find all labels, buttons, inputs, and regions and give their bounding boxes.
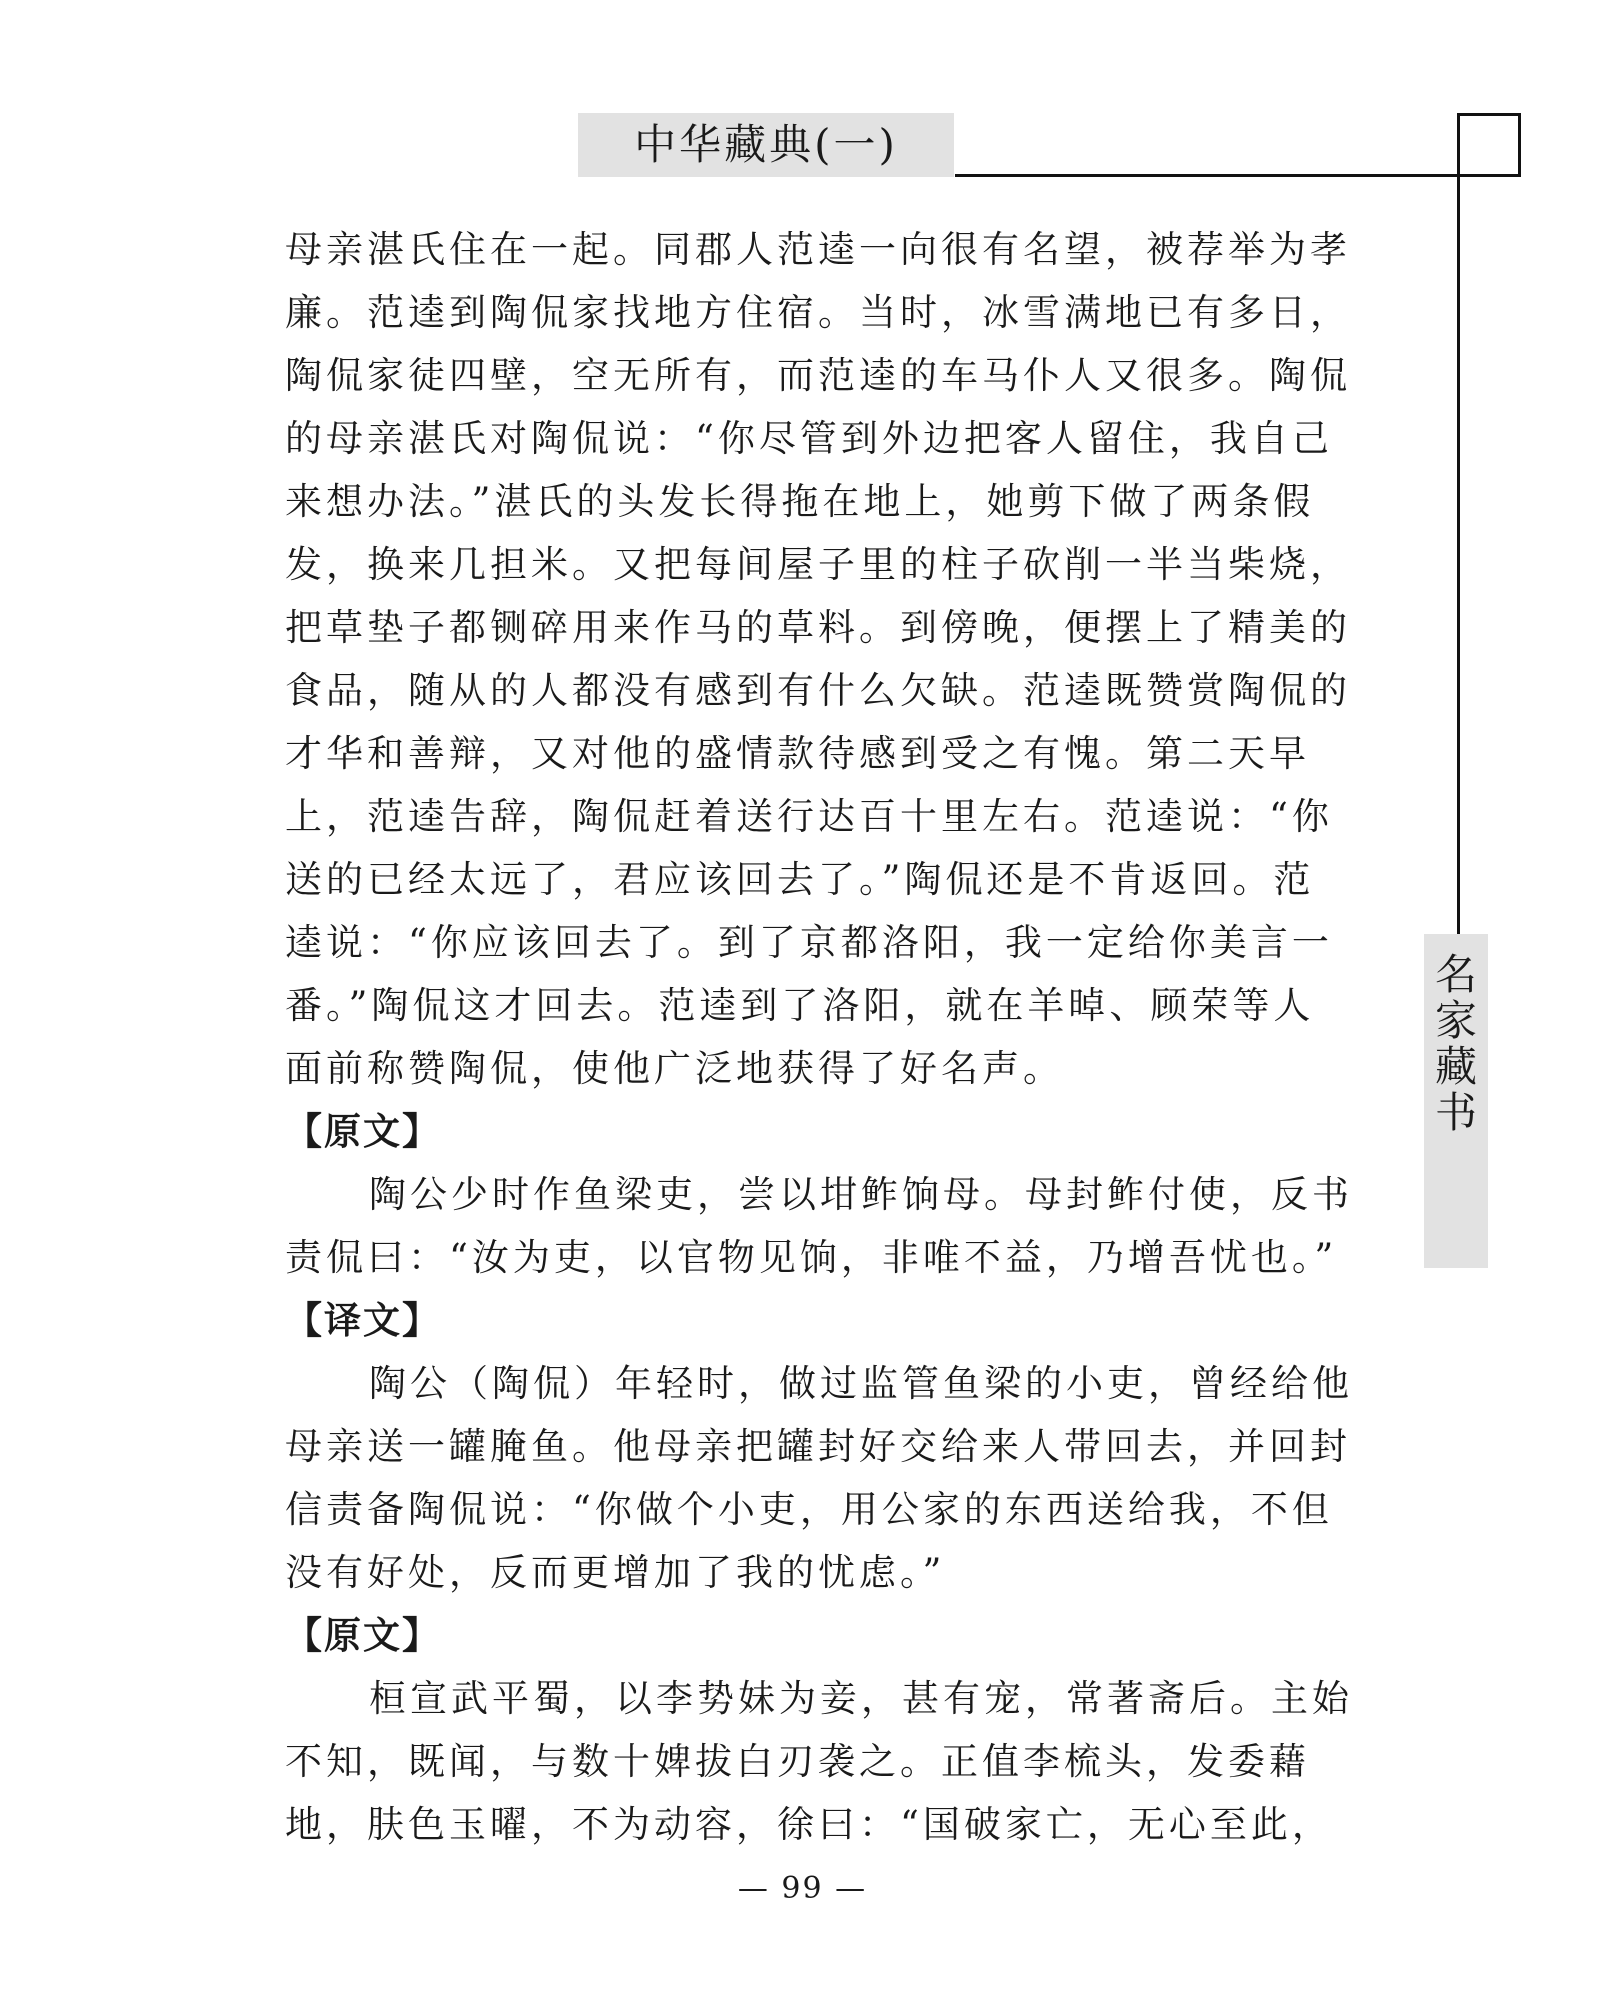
text-line: 逵说：“你应该回去了。到了京都洛阳，我一定给你美言一 bbox=[285, 921, 1333, 964]
side-rule bbox=[1457, 177, 1460, 934]
text-line: 信责备陶侃说：“你做个小吏，用公家的东西送给我，不但 bbox=[285, 1488, 1333, 1531]
text-line: 来想办法。”湛氏的头发长得拖在地上，她剪下做了两条假 bbox=[285, 480, 1315, 523]
text-line: 陶公少时作鱼梁吏，尝以坩鲊饷母。母封鲊付使，反书 bbox=[369, 1173, 1353, 1216]
section-heading: 【译文】 bbox=[285, 1299, 441, 1342]
text-line: 把草垫子都铡碎用来作马的草料。到傍晚，便摆上了精美的 bbox=[285, 606, 1351, 649]
text-line: 陶侃家徒四壁，空无所有，而范逵的车马仆人又很多。陶侃 bbox=[285, 354, 1351, 397]
page-number: — 99 — bbox=[737, 1871, 868, 1906]
side-tab-char: 书 bbox=[1434, 1088, 1477, 1137]
section-heading: 【原文】 bbox=[285, 1614, 441, 1657]
header-rule bbox=[955, 174, 1457, 177]
text-line: 不知，既闻，与数十婢拔白刃袭之。正值李梳头，发委藉 bbox=[285, 1740, 1310, 1783]
side-tab bbox=[1424, 934, 1488, 1268]
text-line: 母亲送一罐腌鱼。他母亲把罐封好交给来人带回去，并回封 bbox=[285, 1425, 1351, 1468]
text-line: 食品，随从的人都没有感到有什么欠缺。范逵既赞赏陶侃的 bbox=[285, 669, 1351, 712]
text-line: 上，范逵告辞，陶侃赶着送行达百十里左右。范逵说：“你 bbox=[285, 795, 1333, 838]
text-line: 责侃曰：“汝为吏，以官物见饷，非唯不益，乃增吾忧也。” bbox=[285, 1236, 1338, 1279]
side-tab-char: 藏 bbox=[1434, 1042, 1477, 1091]
text-line: 番。”陶侃这才回去。范逵到了洛阳，就在羊晫、顾荣等人 bbox=[285, 984, 1315, 1027]
side-tab-char: 名 bbox=[1434, 950, 1477, 999]
side-tab-char: 家 bbox=[1434, 996, 1477, 1045]
running-header-title: 中华藏典(一) bbox=[578, 113, 954, 177]
text-line: 面前称赞陶侃，使他广泛地获得了好名声。 bbox=[285, 1047, 1064, 1090]
text-line: 没有好处，反而更增加了我的忧虑。” bbox=[285, 1551, 946, 1594]
text-line: 陶公（陶侃）年轻时，做过监管鱼梁的小吏，曾经给他 bbox=[369, 1362, 1353, 1405]
text-line: 廉。范逵到陶侃家找地方住宿。当时，冰雪满地已有多日， bbox=[285, 291, 1351, 334]
text-line: 地，肤色玉曜，不为动容，徐曰：“国破家亡，无心至此， bbox=[285, 1803, 1333, 1846]
text-line: 才华和善辩，又对他的盛情款待感到受之有愧。第二天早 bbox=[285, 732, 1310, 775]
corner-box-decoration bbox=[1457, 113, 1521, 177]
text-line: 送的已经太远了，君应该回去了。”陶侃还是不肯返回。范 bbox=[285, 858, 1315, 901]
text-line: 母亲湛氏住在一起。同郡人范逵一向很有名望，被荐举为孝 bbox=[285, 228, 1351, 271]
text-line: 桓宣武平蜀，以李势妹为妾，甚有宠，常著斋后。主始 bbox=[369, 1677, 1353, 1720]
section-heading: 【原文】 bbox=[285, 1110, 441, 1153]
body-text bbox=[285, 218, 1375, 1856]
text-line: 发，换来几担米。又把每间屋子里的柱子砍削一半当柴烧， bbox=[285, 543, 1351, 586]
text-line: 的母亲湛氏对陶侃说：“你尽管到外边把客人留住，我自己 bbox=[285, 417, 1333, 460]
